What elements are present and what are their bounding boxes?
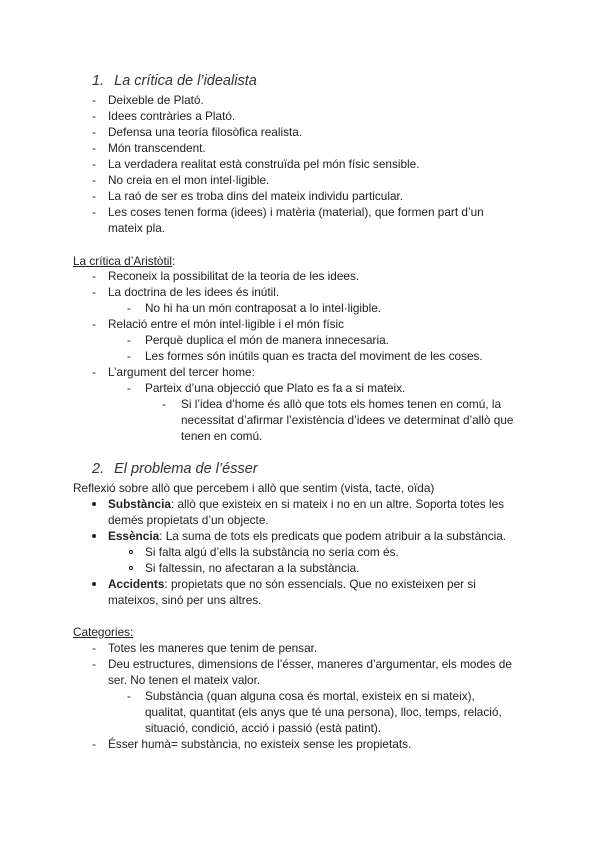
list-item: No creia en el mon intel·ligible. bbox=[108, 173, 270, 187]
dash-marker: - bbox=[92, 173, 96, 187]
circle-marker bbox=[129, 550, 133, 554]
list-item: Deu estructures, dimensions de l’ésser, maneres d’argumentar, els modes de bbox=[108, 657, 512, 671]
list-item: Totes les maneres que tenim de pensar. bbox=[108, 641, 318, 655]
bullet-marker bbox=[92, 502, 96, 506]
section-1-number: 1. bbox=[92, 73, 105, 89]
dash-marker: - bbox=[92, 157, 96, 171]
dash-marker: - bbox=[127, 333, 131, 347]
sub-sub-list-item: Si l’idea d’home és allò que tots els homes tenen en comú, la bbox=[181, 397, 502, 411]
substancia-continuation: demés propietats d’un objecte. bbox=[108, 513, 269, 527]
dash-marker: - bbox=[162, 397, 166, 411]
sub-list-item: Les formes són inútils quan es tracta del moviment de les coses. bbox=[145, 349, 483, 363]
list-item: Reconeix la possibilitat de la teoria de les idees. bbox=[108, 269, 360, 283]
substancia-text: : allò que existeix en si mateix i no en un altre. Soporta totes les bbox=[170, 497, 505, 511]
dash-marker: - bbox=[92, 317, 96, 331]
section-2-number: 2. bbox=[92, 461, 105, 477]
critica-colon: : bbox=[172, 254, 176, 268]
sub-list-item-continuation: situació, condició, acció i passió (està patint). bbox=[145, 721, 382, 735]
dash-marker: - bbox=[92, 657, 96, 671]
dash-marker: - bbox=[127, 349, 131, 363]
dash-marker: - bbox=[92, 189, 96, 203]
dash-marker: - bbox=[127, 301, 131, 315]
sub-sub-list-item-continuation: necessitat d’afirmar l’existència d’idees ve determinat d’allò que bbox=[181, 413, 514, 427]
dash-marker: - bbox=[92, 737, 96, 751]
dash-marker: - bbox=[92, 205, 96, 219]
essencia-sub-item: Si faltessin, no afectaran a la substància. bbox=[145, 561, 360, 575]
essencia-term: Essència bbox=[108, 529, 160, 543]
list-item: Defensa una teoría filosòfica realista. bbox=[108, 125, 303, 139]
list-item: La raó de ser es troba dins del mateix individu particular. bbox=[108, 189, 404, 203]
list-item-continuation: ser. No tenen el mateix valor. bbox=[108, 673, 261, 687]
essencia-sub-item: Si falta algú d’ells la substància no seria com és. bbox=[145, 545, 399, 559]
dash-marker: - bbox=[92, 641, 96, 655]
list-item: Idees contràries a Plató. bbox=[108, 109, 236, 123]
sub-list-item: Parteix d’una objecció que Plato es fa a si mateix. bbox=[145, 381, 406, 395]
dash-marker: - bbox=[92, 141, 96, 155]
critica-heading bbox=[73, 253, 175, 269]
dash-marker: - bbox=[92, 109, 96, 123]
list-item: L’argument del tercer home: bbox=[108, 365, 255, 379]
sub-sub-list-item-continuation: tenen en comú. bbox=[181, 429, 263, 443]
critica-title: La crítica d’Aristòtil bbox=[73, 254, 172, 268]
essencia-text: : La suma de tots els predicats que podem atribuir a la substància. bbox=[159, 529, 507, 543]
list-item: La verdadera realitat està construïda pel món físic sensible. bbox=[108, 157, 420, 171]
list-item: Món transcendent. bbox=[108, 141, 206, 155]
section-2-intro: Reflexió sobre allò que percebem i allò que sentim (vista, tacte, oïda) bbox=[73, 481, 435, 495]
list-item: La doctrina de les idees és inútil. bbox=[108, 285, 280, 299]
list-item: Relació entre el món intel·ligible i el món físic bbox=[108, 317, 345, 331]
list-item: Les coses tenen forma (idees) i matèria (material), que formen part d’un bbox=[108, 205, 484, 219]
bullet-marker bbox=[92, 534, 96, 538]
section-2-title: El problema de l’ésser bbox=[114, 461, 258, 477]
section-2-heading bbox=[92, 461, 258, 477]
accidents-continuation: mateixos, sinó per uns altres. bbox=[108, 593, 262, 607]
dash-marker: - bbox=[92, 365, 96, 379]
circle-marker bbox=[129, 566, 133, 570]
accidents-term: Accidents bbox=[108, 577, 165, 591]
list-item: Deixeble de Plató. bbox=[108, 93, 204, 107]
bullet-marker bbox=[92, 582, 96, 586]
sub-list-item: No hi ha un món contraposat a lo intel·ligible. bbox=[145, 301, 382, 315]
list-item-continuation: mateix pla. bbox=[108, 221, 166, 235]
substancia-item bbox=[108, 496, 504, 512]
section-1-heading bbox=[92, 73, 257, 89]
substancia-term: Substància bbox=[108, 497, 171, 511]
accidents-text: : propietats que no són essencials. Que no existeixen per si bbox=[164, 577, 476, 591]
dash-marker: - bbox=[127, 689, 131, 703]
essencia-item bbox=[108, 528, 506, 544]
dash-marker: - bbox=[127, 381, 131, 395]
accidents-item bbox=[108, 576, 476, 592]
dash-marker: - bbox=[92, 285, 96, 299]
sub-list-item-continuation: qualitat, quantitat (els anys que té una persona), lloc, temps, relació, bbox=[145, 705, 502, 719]
dash-marker: - bbox=[92, 269, 96, 283]
categories-heading: Categories: bbox=[73, 625, 134, 639]
dash-marker: - bbox=[92, 93, 96, 107]
section-1-title: La crítica de l’idealista bbox=[114, 73, 257, 89]
sub-list-item: Substància (quan alguna cosa és mortal, existeix en si mateix), bbox=[145, 689, 475, 703]
dash-marker: - bbox=[92, 125, 96, 139]
sub-list-item: Perquè duplica el món de manera innecesaria. bbox=[145, 333, 389, 347]
list-item: Ésser humà= substància, no existeix sense les propietats. bbox=[108, 737, 412, 751]
